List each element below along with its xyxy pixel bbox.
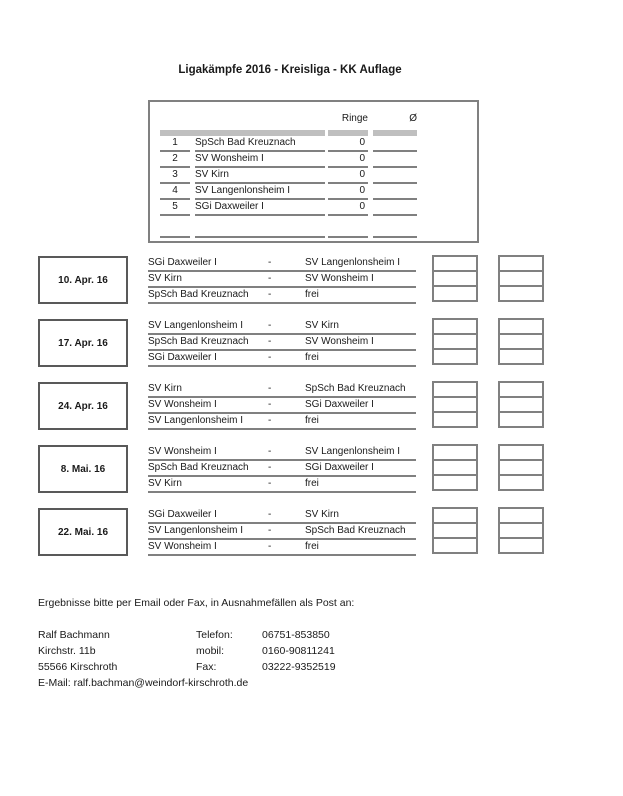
score-cell (500, 287, 542, 300)
score-entry-box (432, 381, 478, 428)
date-box: 22. Mai. 16 (38, 508, 128, 556)
score-cell (434, 383, 476, 398)
versus-separator: - (268, 257, 272, 268)
round-block (0, 506, 623, 569)
score-cell (434, 524, 476, 539)
team-cell: SV Wonsheim I (195, 152, 325, 168)
date-box: 10. Apr. 16 (38, 256, 128, 304)
score-cell (500, 509, 542, 524)
home-team: SpSch Bad Kreuznach (148, 462, 249, 473)
match-row (148, 256, 416, 272)
away-team: SV Langenlonsheim I (305, 257, 401, 268)
score-cell (434, 350, 476, 363)
ringe-cell: 0 (328, 200, 368, 216)
versus-separator: - (268, 462, 272, 473)
average-cell (373, 226, 417, 238)
average-cell (373, 200, 417, 216)
score-cell (434, 257, 476, 272)
team-cell: SV Kirn (195, 168, 325, 184)
results-note: Ergebnisse bitte per Email oder Fax, in Ausnahmefällen als Post an: (38, 597, 355, 609)
round-block (0, 254, 623, 317)
versus-separator: - (268, 525, 272, 536)
average-cell (373, 152, 417, 168)
match-row (148, 382, 416, 398)
score-cell (500, 413, 542, 426)
fax-label: Fax: (196, 661, 217, 673)
score-cell (500, 446, 542, 461)
rank-cell: 1 (160, 136, 190, 152)
versus-separator: - (268, 509, 272, 520)
standings-header-row (150, 112, 477, 126)
score-cell (500, 461, 542, 476)
away-team: SV Wonsheim I (305, 273, 374, 284)
mobile-value: 0160-90811241 (262, 645, 335, 657)
match-row (148, 540, 416, 556)
away-team: SV Kirn (305, 509, 339, 520)
team-cell: SpSch Bad Kreuznach (195, 136, 325, 152)
versus-separator: - (268, 446, 272, 457)
contact-street: Kirchstr. 11b (38, 645, 96, 657)
score-cell (500, 383, 542, 398)
mobile-label: mobil: (196, 645, 225, 657)
home-team: SGi Daxweiler I (148, 352, 217, 363)
rank-cell: 3 (160, 168, 190, 184)
away-team: SpSch Bad Kreuznach (305, 383, 406, 394)
team-cell: SGi Daxweiler I (195, 200, 325, 216)
match-row (148, 335, 416, 351)
contact-city: 55566 Kirschroth (38, 661, 118, 673)
team-cell: SV Langenlonsheim I (195, 184, 325, 200)
round-block (0, 317, 623, 380)
home-team: SGi Daxweiler I (148, 509, 217, 520)
match-row (148, 319, 416, 335)
average-cell (373, 136, 417, 152)
versus-separator: - (268, 383, 272, 394)
match-row (148, 445, 416, 461)
rank-cell: 4 (160, 184, 190, 200)
phone-label: Telefon: (196, 629, 233, 641)
score-entry-box (498, 507, 544, 554)
score-cell (434, 413, 476, 426)
contact-row (38, 660, 336, 676)
match-row (148, 508, 416, 524)
standings-table (148, 100, 479, 243)
away-team: SV Langenlonsheim I (305, 446, 401, 457)
score-cell (434, 320, 476, 335)
score-cell (434, 476, 476, 489)
score-cell (500, 335, 542, 350)
rank-cell: 2 (160, 152, 190, 168)
average-cell (373, 184, 417, 200)
match-list (148, 319, 416, 367)
match-list (148, 508, 416, 556)
away-team: frei (305, 541, 319, 552)
col-header-average: Ø (409, 113, 417, 124)
match-row (148, 477, 416, 493)
match-row (148, 272, 416, 288)
match-list (148, 256, 416, 304)
phone-value: 06751-853850 (262, 629, 330, 641)
away-team: frei (305, 352, 319, 363)
ringe-cell: 0 (328, 152, 368, 168)
score-cell (434, 539, 476, 552)
away-team: SV Wonsheim I (305, 336, 374, 347)
contact-row (38, 676, 336, 692)
score-cell (500, 350, 542, 363)
match-row (148, 288, 416, 304)
match-schedule (0, 254, 623, 569)
score-entry-box (432, 444, 478, 491)
fax-value: 03222-9352519 (262, 661, 336, 673)
score-entry-box (432, 507, 478, 554)
away-team: SpSch Bad Kreuznach (305, 525, 406, 536)
home-team: SV Langenlonsheim I (148, 415, 244, 426)
away-team: SGi Daxweiler I (305, 462, 374, 473)
home-team: SV Wonsheim I (148, 541, 217, 552)
home-team: SV Kirn (148, 273, 182, 284)
average-cell (373, 168, 417, 184)
home-team: SpSch Bad Kreuznach (148, 336, 249, 347)
date-box: 24. Apr. 16 (38, 382, 128, 430)
score-entry-box (498, 381, 544, 428)
standings-row (150, 200, 477, 216)
score-cell (500, 539, 542, 552)
away-team: frei (305, 478, 319, 489)
contact-row (38, 644, 336, 660)
match-row (148, 461, 416, 477)
match-list (148, 382, 416, 430)
rank-cell: 5 (160, 200, 190, 216)
round-block (0, 380, 623, 443)
ringe-cell: 0 (328, 184, 368, 200)
ringe-cell: 0 (328, 136, 368, 152)
rank-cell (160, 226, 190, 238)
versus-separator: - (268, 352, 272, 363)
score-cell (434, 509, 476, 524)
match-row (148, 414, 416, 430)
score-cell (434, 335, 476, 350)
score-cell (434, 446, 476, 461)
team-cell (195, 226, 325, 238)
score-entry-box (498, 255, 544, 302)
versus-separator: - (268, 415, 272, 426)
match-row (148, 398, 416, 414)
ringe-cell: 0 (328, 168, 368, 184)
date-box: 17. Apr. 16 (38, 319, 128, 367)
match-row (148, 351, 416, 367)
away-team: frei (305, 289, 319, 300)
score-entry-box (432, 255, 478, 302)
contact-block (38, 628, 336, 692)
score-cell (434, 461, 476, 476)
match-list (148, 445, 416, 493)
home-team: SV Kirn (148, 478, 182, 489)
home-team: SV Langenlonsheim I (148, 525, 244, 536)
standings-rows (150, 136, 477, 216)
contact-name: Ralf Bachmann (38, 629, 110, 641)
score-cell (434, 272, 476, 287)
round-block (0, 443, 623, 506)
match-row (148, 524, 416, 540)
away-team: SV Kirn (305, 320, 339, 331)
score-cell (434, 287, 476, 300)
home-team: SpSch Bad Kreuznach (148, 289, 249, 300)
score-cell (500, 476, 542, 489)
versus-separator: - (268, 320, 272, 331)
standings-row (150, 152, 477, 168)
versus-separator: - (268, 399, 272, 410)
away-team: SGi Daxweiler I (305, 399, 374, 410)
home-team: SV Wonsheim I (148, 446, 217, 457)
versus-separator: - (268, 336, 272, 347)
score-cell (500, 524, 542, 539)
away-team: frei (305, 415, 319, 426)
home-team: SV Kirn (148, 383, 182, 394)
standings-row (150, 136, 477, 152)
versus-separator: - (268, 541, 272, 552)
home-team: SV Wonsheim I (148, 399, 217, 410)
col-header-ringe: Ringe (341, 113, 368, 124)
date-box: 8. Mai. 16 (38, 445, 128, 493)
score-cell (500, 398, 542, 413)
versus-separator: - (268, 273, 272, 284)
page-title: Ligakämpfe 2016 - Kreisliga - KK Auflage (178, 64, 402, 76)
score-cell (434, 398, 476, 413)
versus-separator: - (268, 289, 272, 300)
standings-row (150, 184, 477, 200)
score-cell (500, 320, 542, 335)
home-team: SGi Daxweiler I (148, 257, 217, 268)
ringe-cell (328, 226, 368, 238)
contact-row (38, 628, 336, 644)
standings-empty-row (150, 226, 477, 238)
versus-separator: - (268, 478, 272, 489)
home-team: SV Langenlonsheim I (148, 320, 244, 331)
email-line: E-Mail: ralf.bachman@weindorf-kirschroth.de (38, 677, 249, 689)
score-cell (500, 257, 542, 272)
score-entry-box (432, 318, 478, 365)
score-entry-box (498, 444, 544, 491)
score-cell (500, 272, 542, 287)
standings-row (150, 168, 477, 184)
score-entry-box (498, 318, 544, 365)
